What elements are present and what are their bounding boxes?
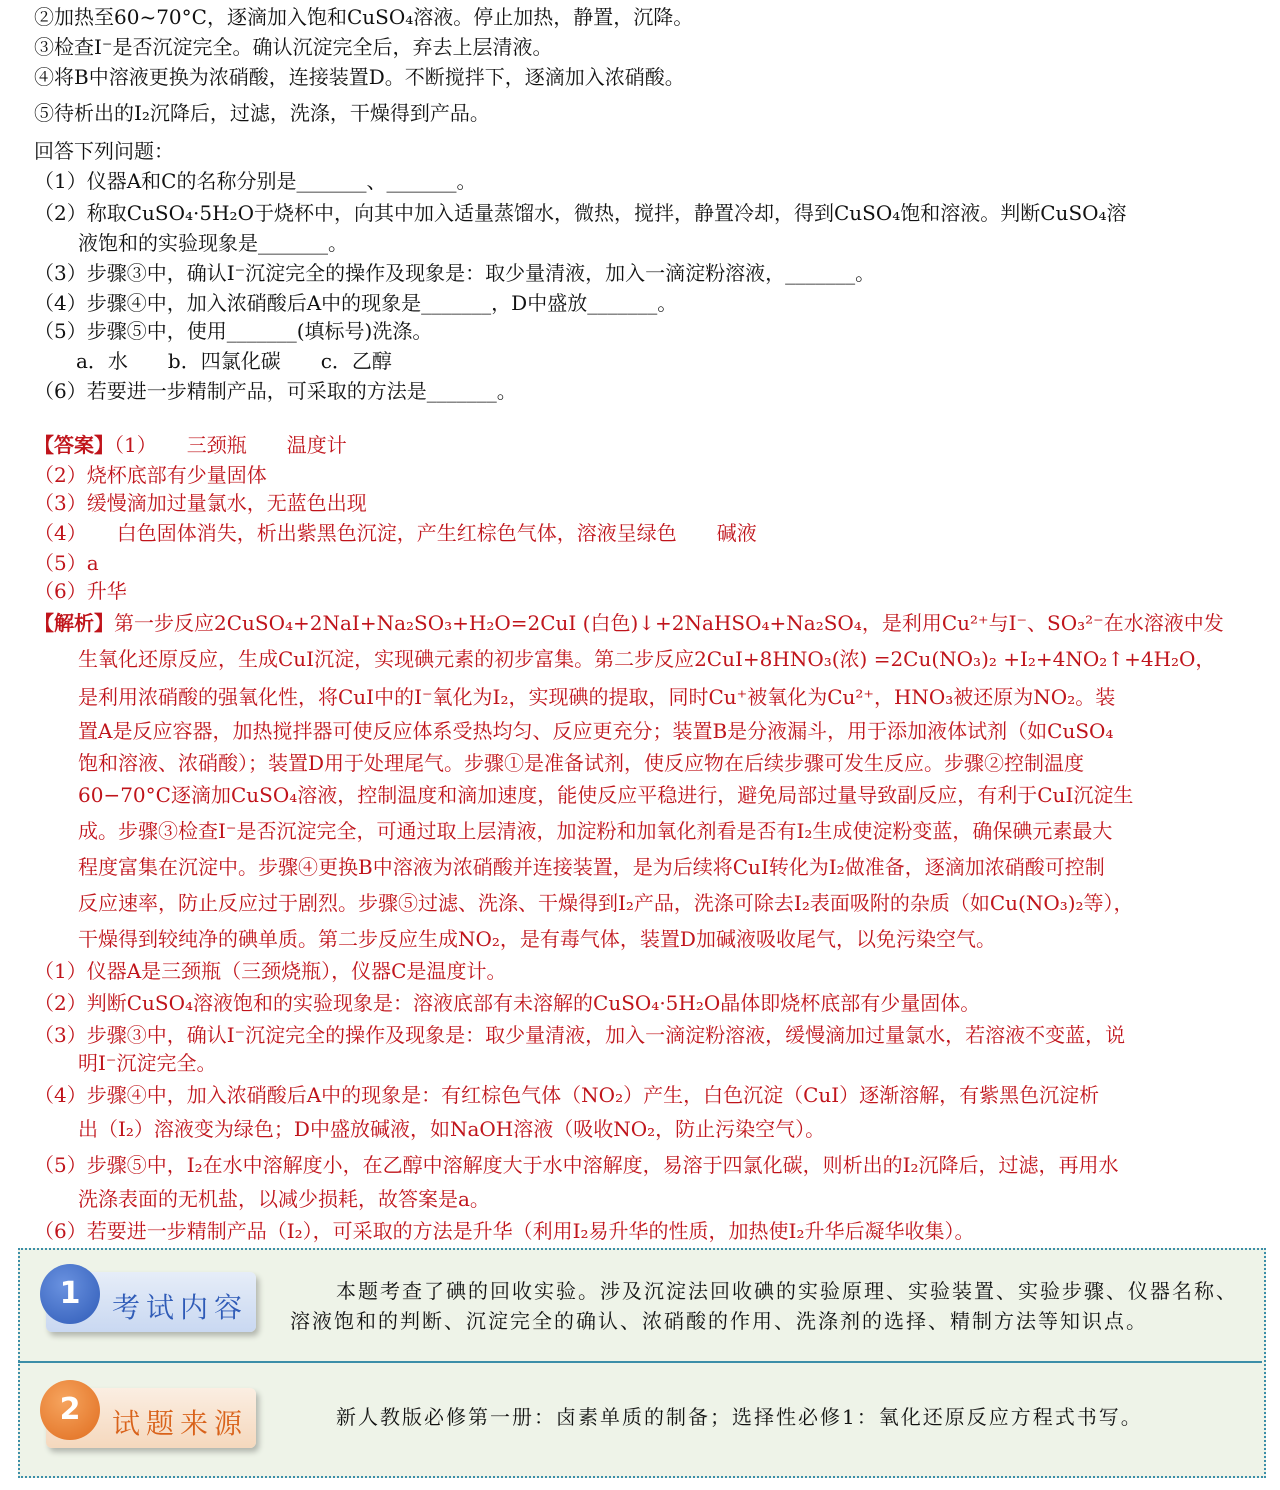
question-2-cont: 液饱和的实验现象是_______。: [78, 231, 348, 255]
badge-title-exam-content: 考试内容: [112, 1291, 249, 1324]
step-2: ②加热至60~70°C，逐滴加入饱和CuSO₄溶液。停止加热，静置，沉降。: [34, 5, 694, 29]
analysis-text-8: 程度富集在沉淀中。步骤④更换B中溶液为浓硝酸并连接装置，是为后续将CuI转化为I₂做准备，逐滴加浓硝酸可控制: [78, 855, 1105, 879]
analysis-text-12: （2）判断CuSO₄溶液饱和的实验现象是：溶液底部有未溶解的CuSO₄·5H₂O晶体即烧杯底部有少量固体。: [34, 991, 981, 1015]
answer-1: （1） 三颈瓶 温度计: [114, 433, 347, 457]
analysis-text-10: 干燥得到较纯净的碘单质。第二步反应生成NO₂，是有毒气体，装置D加碱液吸收尾气，以免污染空气。: [78, 927, 996, 951]
analysis-text-17: （5）步骤⑤中，I₂在水中溶解度小，在乙醇中溶解度大于水中溶解度，易溶于四氯化碳，则析出的I₂沉降后，过滤，再用水: [34, 1153, 1119, 1177]
step-4: ④将B中溶液更换为浓硝酸，连接装置D。不断搅拌下，逐滴加入浓硝酸。: [34, 65, 685, 89]
answer-line-1: [34, 430, 347, 460]
badge-number-1: 1: [40, 1264, 100, 1324]
question-2: （2）称取CuSO₄·5H₂O于烧杯中，向其中加入适量蒸馏水，微热，搅拌，静置冷却，得到CuSO₄饱和溶液。判断CuSO₄溶: [34, 201, 1127, 225]
analysis-text-4: 置A是反应容器，加热搅拌器可使反应体系受热均匀、反应更充分；装置B是分液漏斗，用于添加液体试剂（如CuSO₄: [78, 719, 1114, 743]
question-4: （4）步骤④中，加入浓硝酸后A中的现象是_______，D中盛放_______。: [34, 291, 678, 315]
question-source-text: 新人教版必修第一册：卤素单质的制备；选择性必修1：氧化还原反应方程式书写。: [336, 1405, 1143, 1429]
answer-label: 【答案】: [34, 433, 114, 457]
analysis-text-19: （6）若要进一步精制产品（I₂），可采取的方法是升华（利用I₂易升华的性质，加热使I₂升华后凝华收集）。: [34, 1219, 975, 1243]
answer-3: （3）缓慢滴加过量氯水，无蓝色出现: [34, 491, 367, 515]
answer-2: （2）烧杯底部有少量固体: [34, 463, 267, 487]
analysis-text-14: 明I⁻沉淀完全。: [78, 1051, 217, 1075]
step-5: ⑤待析出的I₂沉降后，过滤，洗涤，干燥得到产品。: [34, 101, 490, 125]
question-1: （1）仪器A和C的名称分别是_______、_______。: [34, 169, 477, 193]
analysis-text-5: 饱和溶液、浓硝酸）；装置D用于处理尾气。步骤①是准备试剂，使反应物在后续步骤可发生反应。步骤②控制温度: [78, 751, 1085, 775]
step-3: ③检查I⁻是否沉淀完全。确认沉淀完全后，弃去上层清液。: [34, 35, 553, 59]
question-3: （3）步骤③中，确认I⁻沉淀完全的操作及现象是：取少量清液，加入一滴淀粉溶液，_______。: [34, 261, 876, 285]
analysis-text-18: 洗涤表面的无机盐，以减少损耗，故答案是a。: [78, 1187, 490, 1211]
analysis-label: 【解析】: [34, 611, 114, 635]
analysis-text-9: 反应速率，防止反应过于剧烈。步骤⑤过滤、洗涤、干燥得到I₂产品，洗涤可除去I₂表面吸附的杂质（如Cu(NO₃)₂等），: [78, 891, 1134, 915]
analysis-text-11: （1）仪器A是三颈瓶（三颈烧瓶），仪器C是温度计。: [34, 959, 507, 983]
answer-4: （4） 白色固体消失，析出紫黑色沉淀，产生红棕色气体，溶液呈绿色 碱液: [34, 521, 757, 545]
analysis-text-3: 是利用浓硝酸的强氧化性，将CuI中的I⁻氧化为I₂，实现碘的提取，同时Cu⁺被氧化为Cu²⁺，HNO₃被还原为NO₂。装: [78, 685, 1116, 709]
analysis-text-16: 出（I₂）溶液变为绿色；D中盛放碱液，如NaOH溶液（吸收NO₂，防止污染空气）。: [78, 1117, 826, 1141]
question-5: （5）步骤⑤中，使用_______(填标号)洗涤。: [34, 319, 433, 343]
analysis-text-7: 成。步骤③检查I⁻是否沉淀完全，可通过取上层清液，加淀粉和加氧化剂看是否有I₂生成使淀粉变蓝，确保碘元素最大: [78, 819, 1113, 843]
analysis-text-15: （4）步骤④中，加入浓硝酸后A中的现象是：有红棕色气体（NO₂）产生，白色沉淀（CuI）逐渐溶解，有紫黑色沉淀析: [34, 1083, 1100, 1107]
badge-exam-content: [46, 1272, 256, 1332]
question-6: （6）若要进一步精制产品，可采取的方法是_______。: [34, 379, 517, 403]
answer-5: （5）a: [34, 551, 99, 575]
question-5-options: a．水 b．四氯化碳 c．乙醇: [76, 349, 392, 373]
badge-number-2: 2: [40, 1380, 100, 1440]
exam-content-text: 本题考查了碘的回收实验。涉及沉淀法回收碘的实验原理、实验装置、实验步骤、仪器名称、溶液饱和的判断、沉淀完全的确认、浓硝酸的作用、洗涤剂的选择、精制方法等知识点。: [290, 1279, 1238, 1333]
analysis-text-6: 60−70°C逐滴加CuSO₄溶液，控制温度和滴加速度，能使反应平稳进行，避免局部过量导致副反应，有利于CuI沉淀生: [78, 783, 1134, 807]
analysis-text-13: （3）步骤③中，确认I⁻沉淀完全的操作及现象是：取少量清液，加入一滴淀粉溶液，缓慢滴加过量氯水，若溶液不变蓝，说: [34, 1023, 1126, 1047]
answer-6: （6）升华: [34, 579, 127, 603]
analysis-text-2: 生氧化还原反应，生成CuI沉淀，实现碘元素的初步富集。第二步反应2CuI+8HNO₃(浓) =2Cu(NO₃)₂ +I₂+4NO₂↑+4H₂O，: [78, 647, 1216, 671]
analysis-line-1: [34, 608, 1224, 638]
analysis-text-1: 第一步反应2CuSO₄+2NaI+Na₂SO₃+H₂O=2CuI (白色)↓+2NaHSO₄+Na₂SO₄，是利用Cu²⁺与I⁻、SO₃²⁻在水溶液中发: [114, 611, 1224, 635]
question-intro: 回答下列问题：: [34, 139, 174, 163]
badge-title-question-source: 试题来源: [112, 1407, 249, 1440]
info-divider: [18, 1361, 1262, 1363]
badge-question-source: [46, 1388, 256, 1448]
